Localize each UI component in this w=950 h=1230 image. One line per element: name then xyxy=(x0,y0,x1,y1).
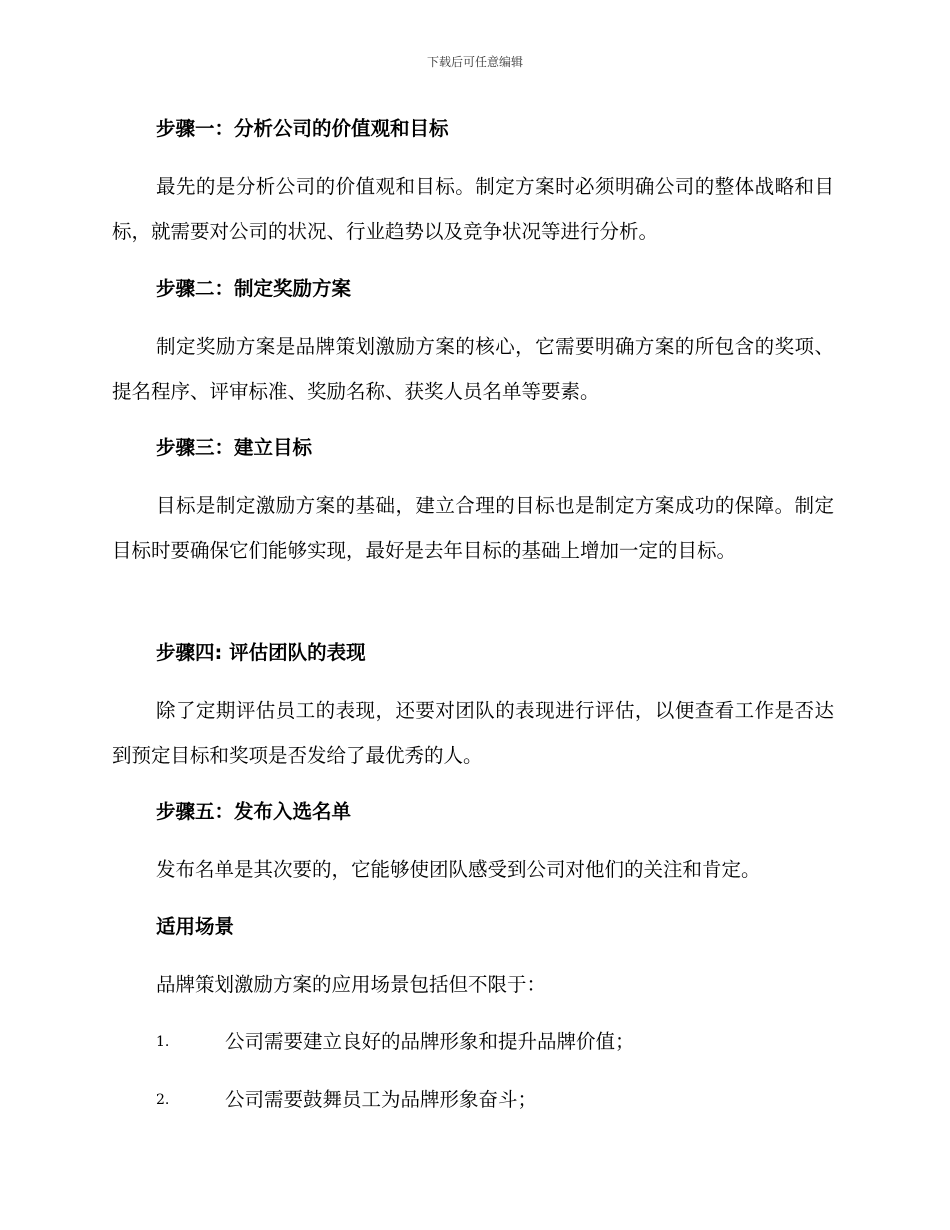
step-4-paragraph: 除了定期评估员工的表现，还要对团队的表现进行评估，以便查看工作是否达到预定目标和奖项是否发给了最优秀的人。 xyxy=(112,699,834,767)
list-item-number: 1. xyxy=(156,1034,170,1050)
page-header: 下载后可任意编辑 xyxy=(426,55,523,69)
step-3-heading: 步骤三：建立目标 xyxy=(156,436,313,459)
step-4-heading: 步骤四: 评估团队的表现 xyxy=(156,641,366,664)
step-5-heading: 步骤五：发布入选名单 xyxy=(156,800,352,823)
step-1-paragraph: 最先的是分析公司的价值观和目标。制定方案时必须明确公司的整体战略和目标，就需要对公司的状况、行业趋势以及竞争状况等进行分析。 xyxy=(112,175,834,243)
list-item-number: 2. xyxy=(156,1092,170,1108)
scenarios-intro: 品牌策划激励方案的应用场景包括但不限于： xyxy=(156,973,547,996)
step-2-heading: 步骤二：制定奖励方案 xyxy=(156,277,352,300)
step-2-paragraph: 制定奖励方案是品牌策划激励方案的核心，它需要明确方案的所包含的奖项、提名程序、评审标准、奖励名称、获奖人员名单等要素。 xyxy=(112,335,834,403)
step-3-paragraph: 目标是制定激励方案的基础，建立合理的目标也是制定方案成功的保障。制定目标时要确保它们能够实现，最好是去年目标的基础上增加一定的目标。 xyxy=(112,494,834,562)
list-item-text: 公司需要建立良好的品牌形象和提升品牌价值； xyxy=(225,1030,635,1053)
scenarios-heading: 适用场景 xyxy=(156,915,235,938)
step-1-heading: 步骤一：分析公司的价值观和目标 xyxy=(156,117,449,140)
step-5-paragraph: 发布名单是其次要的，它能够使团队感受到公司对他们的关注和肯定。 xyxy=(156,858,761,881)
list-item-text: 公司需要鼓舞员工为品牌形象奋斗； xyxy=(225,1088,538,1111)
